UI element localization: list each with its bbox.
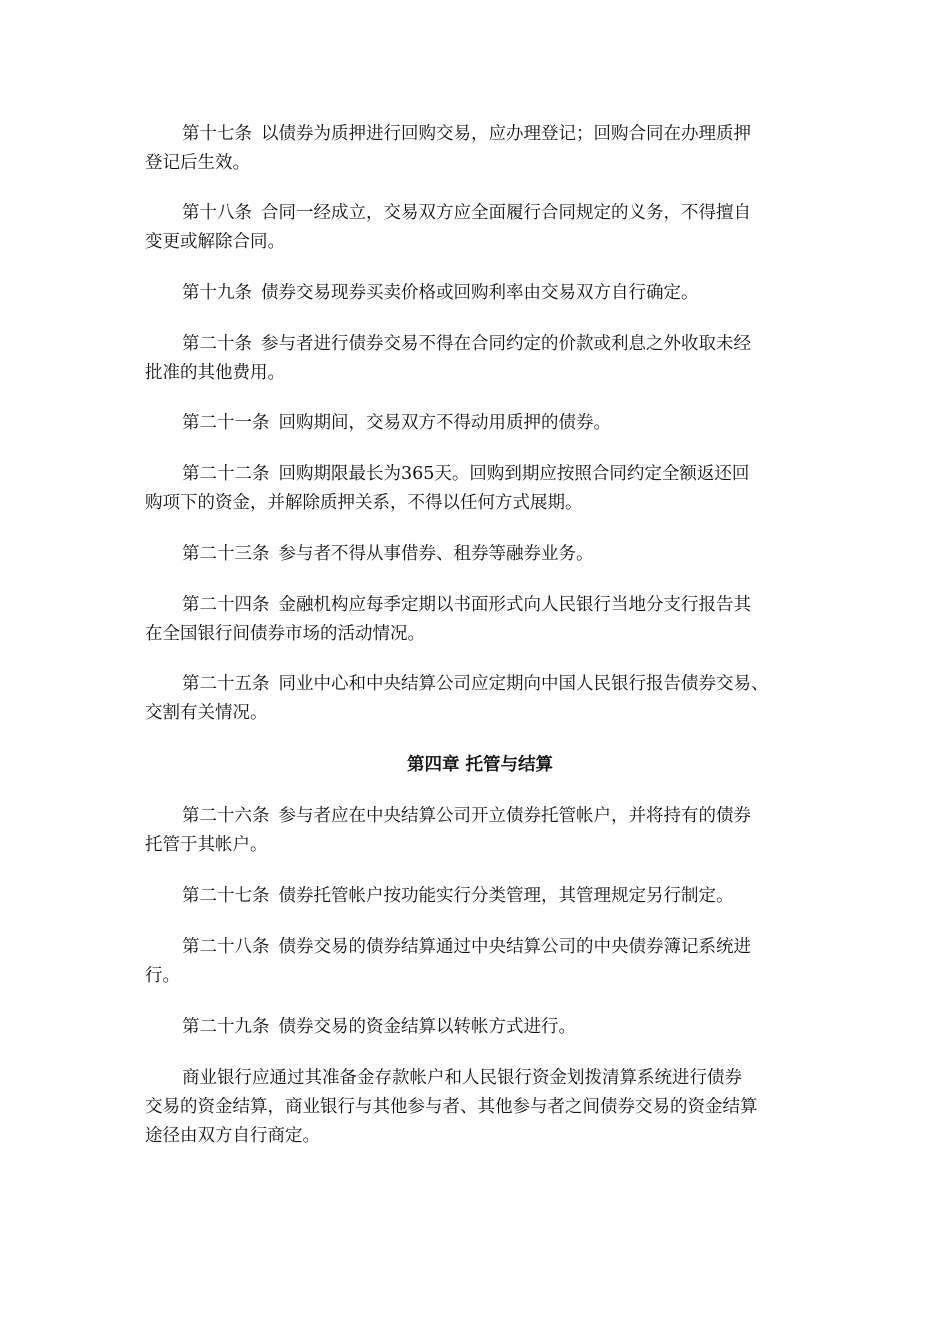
article-text: 回购期间，交易双方不得动用质押的债券。 (278, 413, 611, 433)
article-text: 行。 (145, 966, 180, 986)
article-number: 第二十四条 (182, 595, 270, 615)
article-paragraph (145, 409, 815, 438)
article-number: 第十七条 (182, 124, 252, 144)
article-paragraph (145, 199, 815, 257)
article-number: 第十八条 (182, 203, 252, 223)
article-number: 第二十条 (182, 334, 252, 354)
article-number: 第二十二条 (182, 464, 270, 484)
chapter-heading: 第四章 托管与结算 (406, 755, 554, 775)
article-number: 第二十六条 (182, 806, 270, 826)
article-text: 购项下的资金，并解除质押关系，不得以任何方式展期。 (145, 493, 583, 513)
article-text: 参与者应在中央结算公司开立债券托管帐户，并将持有的债券 (278, 806, 751, 826)
article-paragraph (145, 882, 815, 911)
article-paragraph (145, 1013, 815, 1042)
paragraph-line: 途径由双方自行商定。 (145, 1126, 320, 1146)
article-text: 债券托管帐户按功能实行分类管理，其管理规定另行制定。 (278, 886, 734, 906)
article-text: 在全国银行间债券市场的活动情况。 (145, 624, 425, 644)
article-text: 以债券为质押进行回购交易，应办理登记；回购合同在办理质押 (261, 124, 751, 144)
article-number: 第二十五条 (182, 674, 270, 694)
article-number: 第二十一条 (182, 413, 270, 433)
paragraph-line: 交易的资金结算，商业银行与其他参与者、其他参与者之间债券交易的资金结算 (145, 1097, 758, 1117)
article-text: 批准的其他费用。 (145, 363, 285, 383)
article-paragraph (145, 540, 815, 569)
article-text: 登记后生效。 (145, 153, 250, 173)
article-paragraph (145, 330, 815, 388)
article-text: 参与者不得从事借券、租券等融券业务。 (278, 544, 594, 564)
article-number: 第二十三条 (182, 544, 270, 564)
article-text: 托管于其帐户。 (145, 835, 268, 855)
article-text: 债券交易现券买卖价格或回购利率由交易双方自行确定。 (261, 283, 699, 303)
article-text: 债券交易的债券结算通过中央结算公司的中央债券簿记系统进 (278, 937, 751, 957)
paragraph-line: 商业银行应通过其准备金存款帐户和人民银行资金划拨清算系统进行债券 (182, 1068, 742, 1088)
article-number: 第二十八条 (182, 937, 270, 957)
article-paragraph (145, 933, 815, 991)
body-paragraph (145, 1064, 815, 1151)
article-text: 债券交易的资金结算以转帐方式进行。 (278, 1017, 576, 1037)
article-number: 第二十九条 (182, 1017, 270, 1037)
article-text: 合同一经成立，交易双方应全面履行合同规定的义务，不得擅自 (261, 203, 751, 223)
article-text: 参与者进行债券交易不得在合同约定的价款或利息之外收取未经 (261, 334, 751, 354)
article-text: 金融机构应每季定期以书面形式向人民银行当地分支行报告其 (278, 595, 751, 615)
article-text: 变更或解除合同。 (145, 232, 285, 252)
article-paragraph (145, 591, 815, 649)
article-paragraph (145, 279, 815, 308)
article-paragraph (145, 460, 815, 518)
article-paragraph (145, 120, 815, 178)
article-paragraph (145, 802, 815, 860)
article-text: 交割有关情况。 (145, 703, 268, 723)
article-number: 第十九条 (182, 283, 252, 303)
article-text: 同业中心和中央结算公司应定期向中国人民银行报告债券交易、 (278, 674, 769, 694)
article-paragraph (145, 670, 815, 728)
article-text: 回购期限最长为365天。回购到期应按照合同约定全额返还回 (278, 464, 750, 484)
article-number: 第二十七条 (182, 886, 270, 906)
